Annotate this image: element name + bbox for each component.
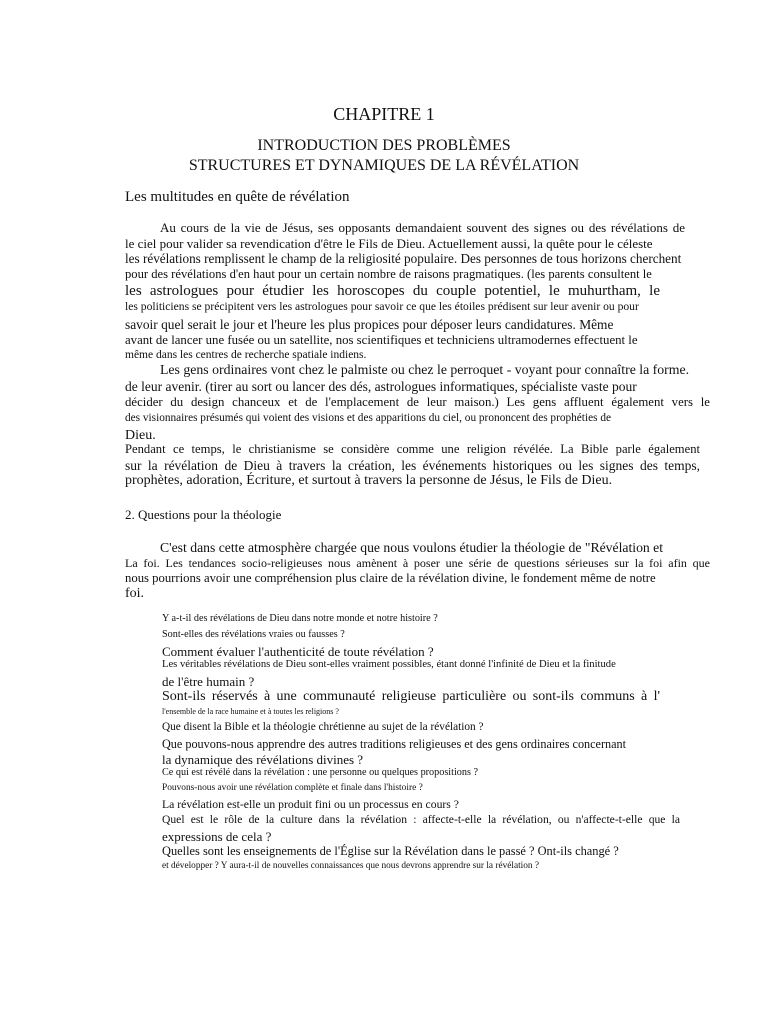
question-item: Quelles sont les enseignements de l'Église sur la Révélation dans le passé ? Ont-ils changé ? <box>162 844 619 858</box>
question-item: expressions de cela ? <box>162 829 272 844</box>
question-item: de l'être humain ? <box>162 674 255 689</box>
paragraph-line: Dieu. <box>125 428 156 443</box>
question-item: Sont-ils réservés à une communauté religieuse particulière ou sont-ils communs à l' <box>162 690 660 704</box>
question-item: Que pouvons-nous apprendre des autres traditions religieuses et des gens ordinaires concernant <box>162 737 626 751</box>
paragraph-line: Les gens ordinaires vont chez le palmiste ou chez le perroquet - voyant pour connaître la forme. <box>160 362 690 377</box>
question-item: Ce qui est révélé dans la révélation : une personne ou quelques propositions ? <box>162 767 479 778</box>
section1-heading: Les multitudes en quête de révélation <box>125 189 350 205</box>
paragraph-line: Pendant ce temps, le christianisme se considère comme une religion révélée. La Bible parle également <box>125 443 700 456</box>
question-item: Comment évaluer l'authenticité de toute révélation ? <box>162 644 434 659</box>
paragraph-line: de leur avenir. (tirer au sort ou lancer des dés, astrologues informatiques, spécialiste vaste pour <box>125 379 637 394</box>
intro-line: foi. <box>125 586 145 601</box>
paragraph-line: les politiciens se précipitent vers les astrologues pour savoir ce que les étoiles prédisent sur leur avenir ou pour <box>125 300 639 313</box>
question-item: Que disent la Bible et la théologie chrétienne au sujet de la révélation ? <box>162 721 484 733</box>
paragraph-line: décider du design chanceux et de l'emplacement de leur maison.) Les gens affluent également vers le <box>125 396 710 409</box>
paragraph-line: des visionnaires présumés qui voient des visions et des apparitions du ciel, ou prononcent des prophéties de <box>125 412 611 424</box>
chapter-subtitle-line2: STRUCTURES ET DYNAMIQUES DE LA RÉVÉLATION <box>188 157 580 174</box>
question-item: Pouvons-nous avoir une révélation complète et finale dans l'histoire ? <box>162 783 423 793</box>
question-item: et développer ? Y aura-t-il de nouvelles connaissances que nous devrons apprendre sur la révélation ? <box>162 861 539 871</box>
intro-line: C'est dans cette atmosphère chargée que nous voulons étudier la théologie de "Révélation et <box>160 540 664 555</box>
chapter-subtitle-line1: INTRODUCTION DES PROBLÈMES <box>257 137 511 154</box>
paragraph-line: pour des révélations d'en haut pour un certain nombre de raisons pragmatiques. (les parents consultent le <box>125 267 652 281</box>
question-item: La révélation est-elle un produit fini ou un processus en cours ? <box>162 798 459 811</box>
paragraph-line: prophètes, adoration, Écriture, et surtout à travers la personne de Jésus, le Fils de Dieu. <box>125 473 613 488</box>
paragraph-line: les révélations remplissent le champ de la religiosité populaire. Des personnes de tous horizons cherchent <box>125 251 682 266</box>
paragraph-line: sur la révélation de Dieu à travers la création, les événements historiques ou les signes des temps, <box>125 459 700 473</box>
question-item: Sont-elles des révélations vraies ou fausses ? <box>162 629 345 640</box>
question-item: Les véritables révélations de Dieu sont-elles vraiment possibles, étant donné l'infinité de Dieu et la finitude <box>162 659 616 670</box>
paragraph-line: même dans les centres de recherche spatiale indiens. <box>125 349 367 361</box>
intro-line: nous pourrions avoir une compréhension plus claire de la révélation divine, le fondement même de notre <box>125 571 656 585</box>
chapter-title: CHAPITRE 1 <box>333 104 435 124</box>
intro-line: La foi. Les tendances socio-religieuses nous amènent à poser une série de questions sérieuses sur la foi afin que <box>125 557 710 570</box>
question-item: Y a-t-il des révélations de Dieu dans notre monde et notre histoire ? <box>162 613 438 624</box>
paragraph-line: savoir quel serait le jour et l'heure les plus propices pour déposer leurs candidatures. Même <box>125 317 614 332</box>
paragraph-line: Au cours de la vie de Jésus, ses opposants demandaient souvent des signes ou des révélations de <box>160 221 685 235</box>
paragraph-line: les astrologues pour étudier les horoscopes du couple potentiel, le muhurtham, le <box>125 284 660 299</box>
question-item: l'ensemble de la race humaine et à toutes les religions ? <box>162 707 339 716</box>
paragraph-line: avant de lancer une fusée ou un satellite, nos scientifiques et techniciens ultramodernes effectuent le <box>125 333 638 347</box>
question-item: la dynamique des révélations divines ? <box>162 752 364 767</box>
question-item: Quel est le rôle de la culture dans la révélation : affecte-t-elle la révélation, ou n'affecte-t-elle que la <box>162 814 680 826</box>
section2-heading: 2. Questions pour la théologie <box>125 507 282 522</box>
paragraph-line: le ciel pour valider sa revendication d'être le Fils de Dieu. Actuellement aussi, la quête pour le céleste <box>125 236 653 251</box>
